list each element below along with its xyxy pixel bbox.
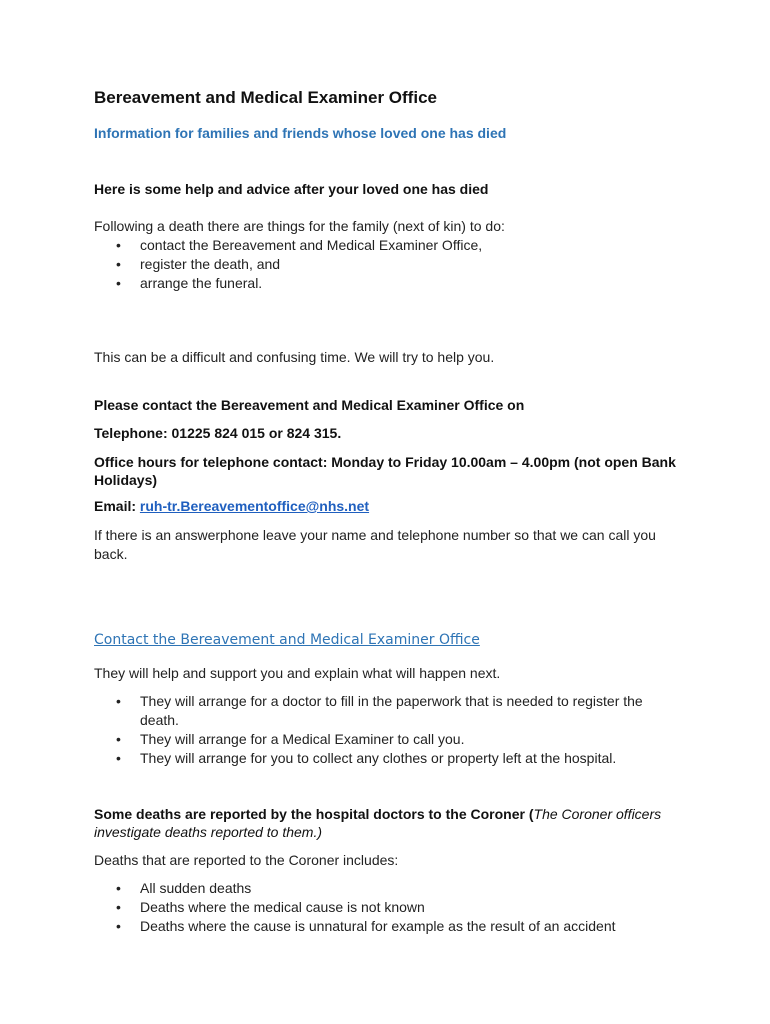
bullet-icon: • [116,275,121,291]
email-link[interactable]: ruh-tr.Bereavementoffice@nhs.net [139,498,370,514]
section-heading-contact[interactable]: Contact the Bereavement and Medical Examiner Office [94,632,480,648]
list-item: • All sudden deaths [116,880,252,896]
page-title: Bereavement and Medical Examiner Office [94,88,437,107]
help-heading: Here is some help and advice after your loved one has died [94,181,489,197]
telephone-text: Telephone: 01225 824 015 or 824 315. [94,425,342,441]
bullet-icon: • [116,899,121,915]
todo-list [94,236,684,293]
coroner-list [94,879,684,936]
answerphone-text: If there is an answerphone leave your name and telephone number so that we can call you back. [94,527,656,562]
bullet-icon: • [116,880,121,896]
email-label: Email: [94,498,140,514]
list-item: • Deaths where the medical cause is not known [116,899,425,915]
coroner-heading: Some deaths are reported by the hospital doctors to the Coroner (The Coroner officers investigate deaths reported to them.) [94,806,662,840]
coroner-note: The Coroner officers investigate deaths reported to them.) [94,806,662,840]
coroner-intro: Deaths that are reported to the Coroner includes: [94,852,399,868]
list-item: • register the death, and [116,256,281,272]
list-item: • They will arrange for a Medical Examiner to call you. [116,731,465,747]
list-item: • contact the Bereavement and Medical Examiner Office, [116,237,483,253]
email-row [94,498,369,514]
office-hours-text: Office hours for telephone contact: Monday to Friday 10.00am – 4.00pm (not open Bank Holidays) [94,454,676,488]
bullet-icon: • [116,750,121,766]
difficult-time-text: This can be a difficult and confusing time. We will try to help you. [94,349,495,365]
bullet-icon: • [116,731,121,747]
bullet-icon: • [116,918,121,934]
contact-heading: Please contact the Bereavement and Medical Examiner Office on [94,397,525,413]
list-item: • arrange the funeral. [116,275,263,291]
bullet-icon: • [116,237,121,253]
intro-text: Following a death there are things for the family (next of kin) to do: [94,218,505,234]
bullet-icon: • [116,256,121,272]
bullet-icon: • [116,693,121,709]
section-contact-intro: They will help and support you and explain what will happen next. [94,665,501,681]
list-item: • Deaths where the cause is unnatural for example as the result of an accident [116,918,616,934]
list-item: • They will arrange for you to collect any clothes or property left at the hospital. [116,750,617,766]
contact-actions-list [94,692,684,768]
page-subtitle: Information for families and friends whose loved one has died [94,125,507,141]
list-item: • They will arrange for a doctor to fill in the paperwork that is needed to register the death. [116,693,643,728]
